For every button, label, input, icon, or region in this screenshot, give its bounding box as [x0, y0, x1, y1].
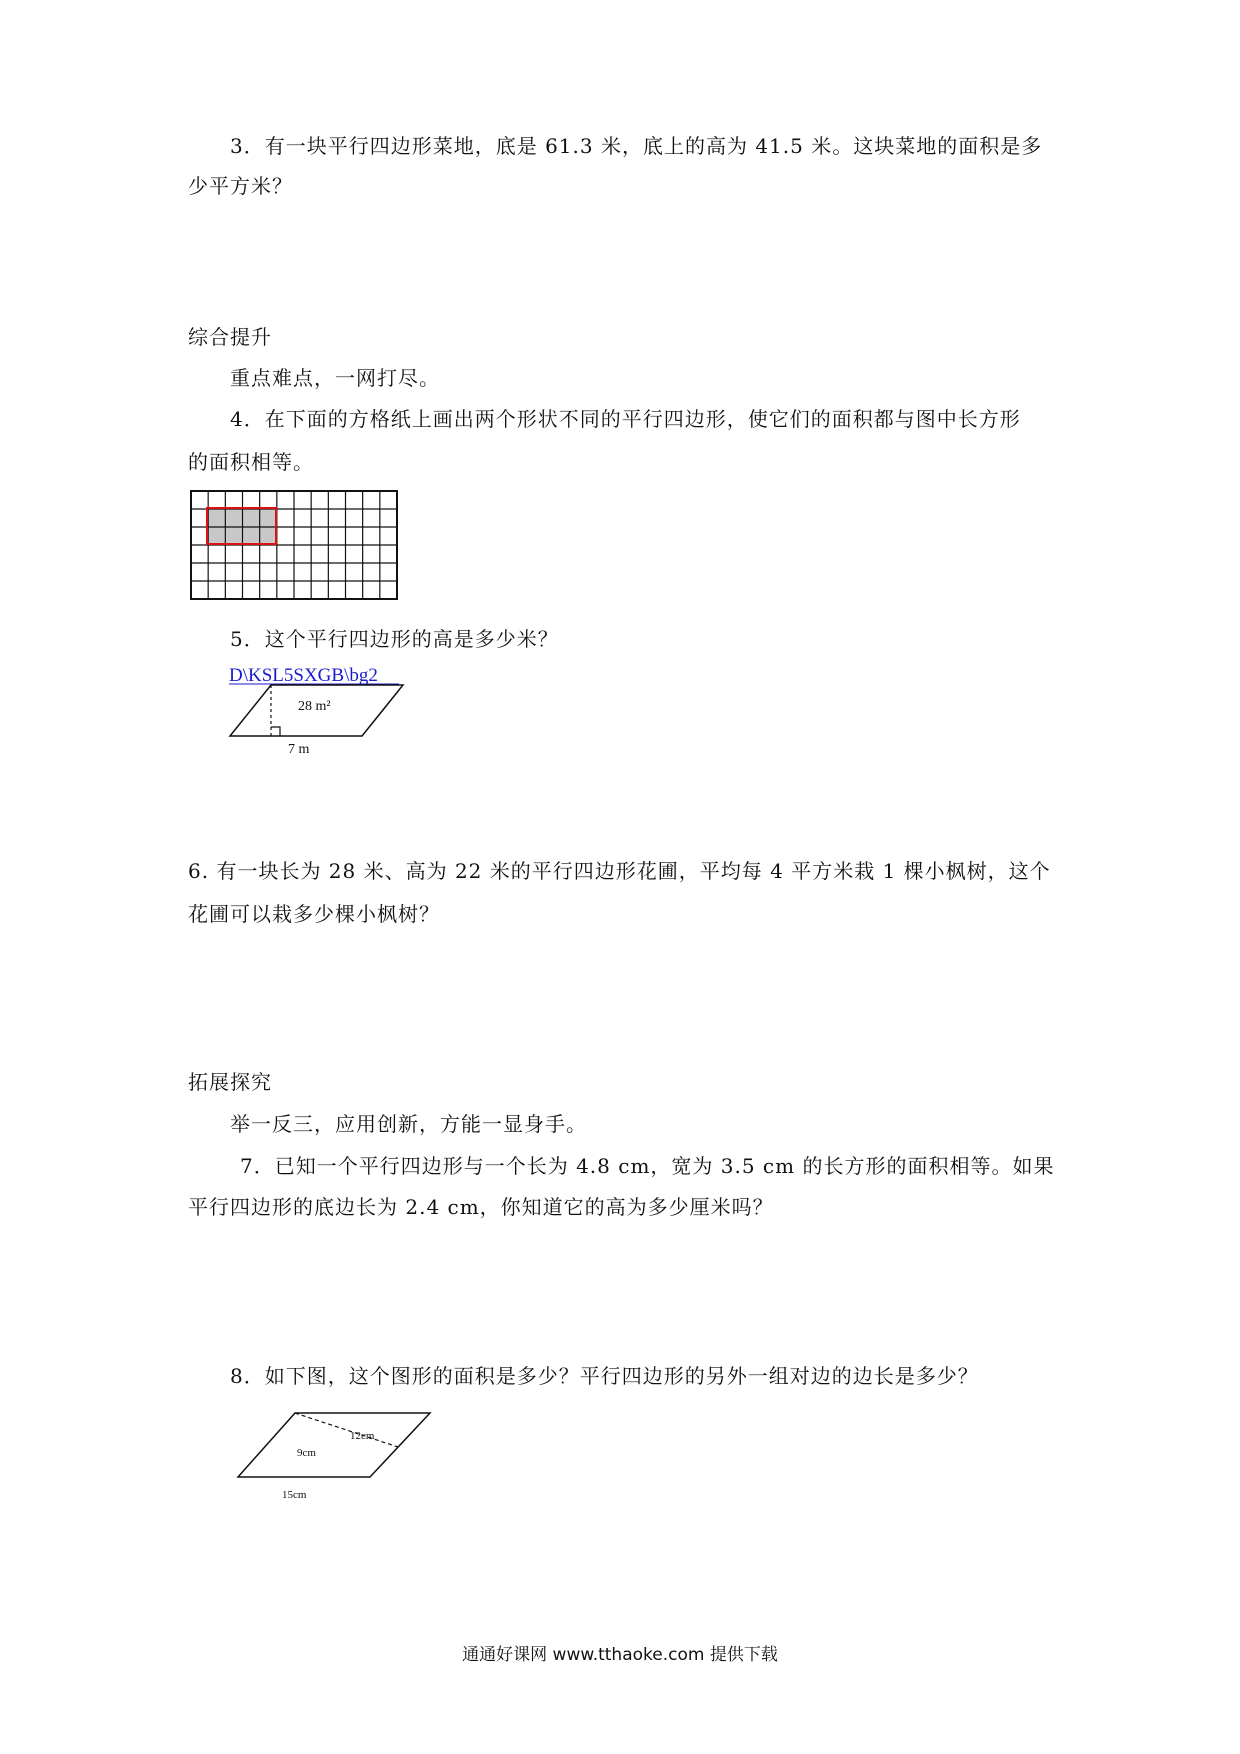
q3-line-1: 3．有一块平行四边形菜地，底是 61.3 米，底上的高为 41.5 米。这块菜地的面积是多 [230, 134, 1043, 158]
q3-line-2: 少平方米？ [188, 174, 293, 198]
section-heading-comprehensive: 综合提升 [188, 325, 272, 349]
section-intro-comprehensive: 重点难点，一网打尽。 [230, 366, 440, 390]
q4-line-2: 的面积相等。 [188, 450, 314, 474]
area-label: 28 m² [298, 699, 331, 714]
diagonal-dashed-line [295, 1413, 398, 1447]
grid-rectangle-shaded [207, 508, 276, 544]
right-angle-mark [271, 727, 280, 736]
broken-image-path: D\KSL5SXGB\bg2 [229, 665, 378, 686]
q6-line-1: 6. 有一块长为 28 米、高为 22 米的平行四边形花圃，平均每 4 平方米栽 1 棵小枫树，这个 [188, 859, 1051, 883]
q6-line-2: 花圃可以栽多少棵小枫树？ [188, 902, 440, 926]
section-heading-extension: 拓展探究 [188, 1070, 272, 1094]
q5-parallelogram-figure [225, 660, 415, 760]
q4-grid-figure [190, 490, 402, 608]
base-label: 7 m [288, 742, 310, 757]
diagonal-label: 12cm [350, 1430, 375, 1442]
page-footer: 通通好课网 www.tthaoke.com 提供下载 [462, 1645, 778, 1665]
q4-line-1: 4．在下面的方格纸上画出两个形状不同的平行四边形，使它们的面积都与图中长方形 [230, 407, 1021, 431]
q8-parallelogram-figure [230, 1405, 440, 1510]
parallelogram-shape [238, 1413, 430, 1477]
section-intro-extension: 举一反三，应用创新，方能一显身手。 [230, 1112, 587, 1136]
q8-text: 8．如下图，这个图形的面积是多少？平行四边形的另外一组对边的边长是多少？ [230, 1364, 979, 1388]
q7-line-1: 7．已知一个平行四边形与一个长为 4.8 cm，宽为 3.5 cm 的长方形的面积相等。如果 [240, 1154, 1055, 1178]
q7-line-2: 平行四边形的底边长为 2.4 cm，你知道它的高为多少厘米吗？ [188, 1195, 774, 1219]
q5-text: 5．这个平行四边形的高是多少米？ [230, 627, 559, 651]
base-label: 15cm [282, 1489, 307, 1501]
height-label: 9cm [297, 1447, 316, 1459]
